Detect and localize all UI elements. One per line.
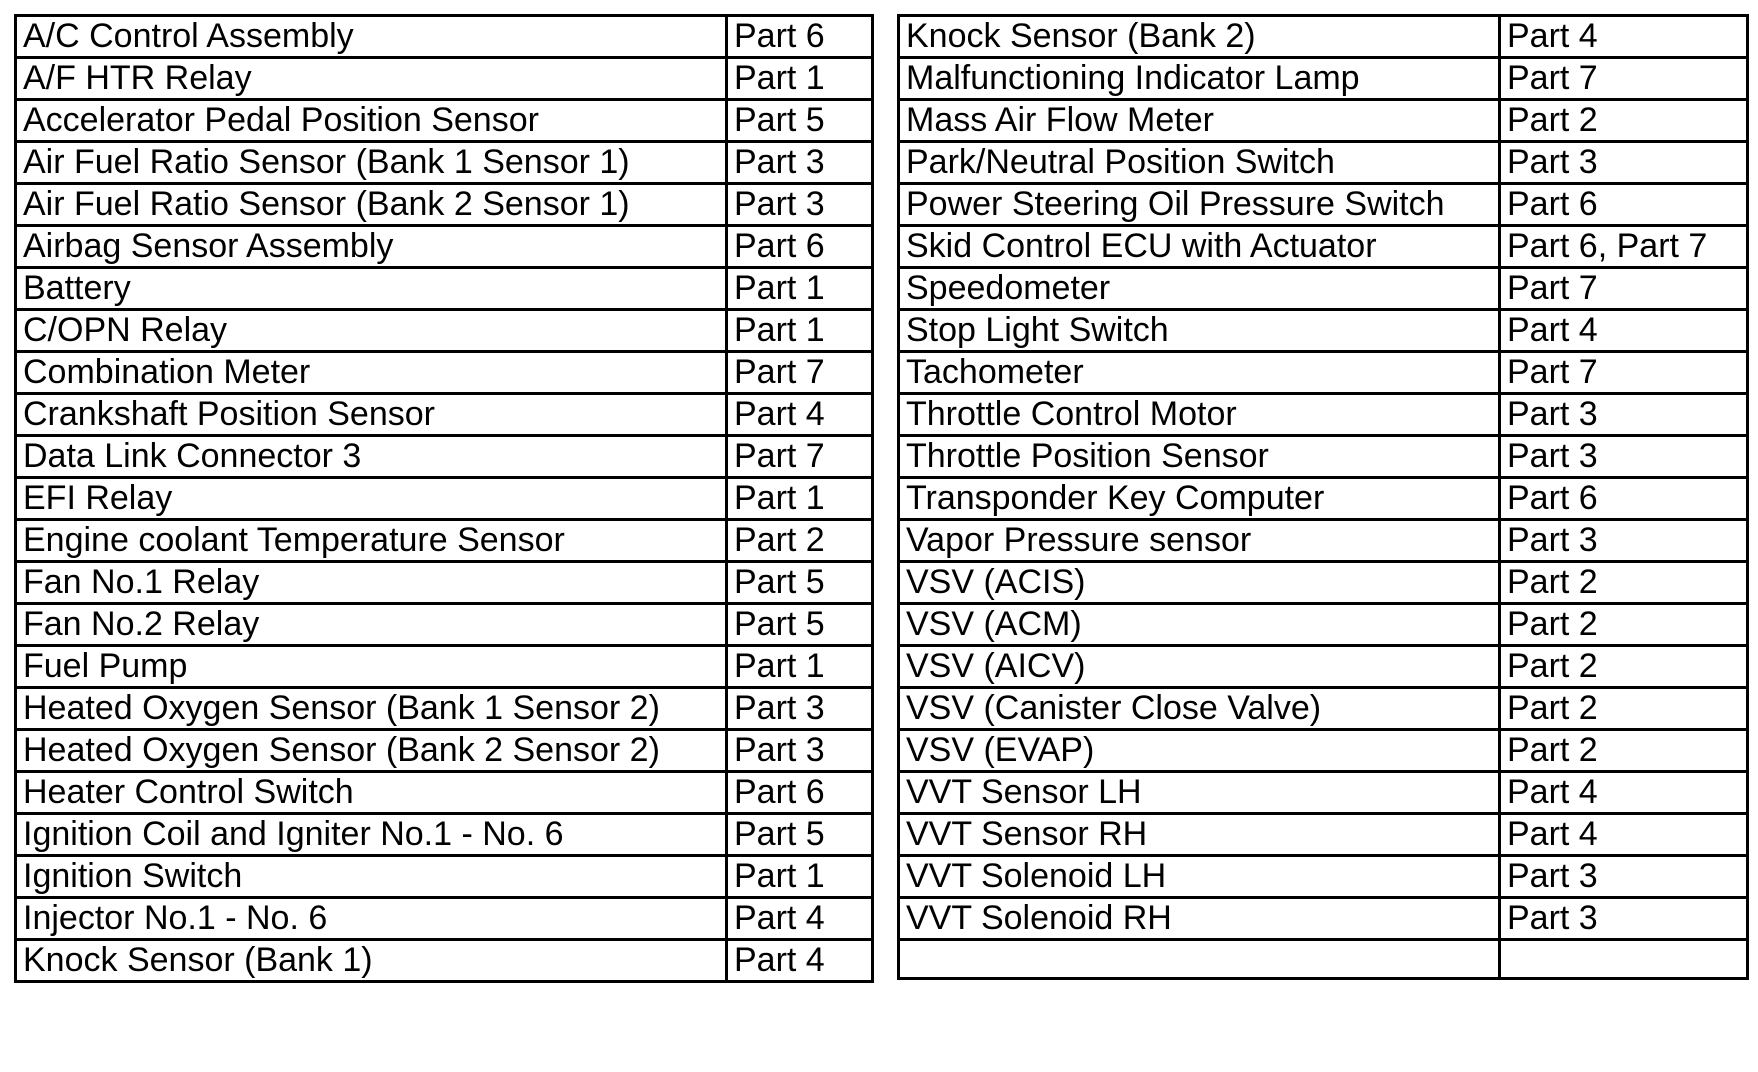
component-name-cell: VSV (Canister Close Valve) — [899, 688, 1500, 730]
part-reference-cell: Part 4 — [1500, 310, 1748, 352]
table-row — [899, 394, 1748, 436]
component-name-cell: VVT Solenoid RH — [899, 898, 1500, 940]
table-row — [899, 940, 1748, 979]
part-reference-cell: Part 5 — [727, 562, 873, 604]
part-reference-cell: Part 2 — [1500, 604, 1748, 646]
part-reference-cell: Part 4 — [727, 394, 873, 436]
table-row — [899, 184, 1748, 226]
table-row — [16, 940, 873, 982]
table-row — [16, 856, 873, 898]
component-name-cell: Skid Control ECU with Actuator — [899, 226, 1500, 268]
part-reference-cell: Part 2 — [1500, 100, 1748, 142]
component-name-cell: C/OPN Relay — [16, 310, 727, 352]
part-reference-cell: Part 2 — [727, 520, 873, 562]
component-name-cell: Heated Oxygen Sensor (Bank 1 Sensor 2) — [16, 688, 727, 730]
table-row — [16, 478, 873, 520]
part-reference-cell: Part 2 — [1500, 646, 1748, 688]
component-name-cell: Power Steering Oil Pressure Switch — [899, 184, 1500, 226]
table-row — [899, 436, 1748, 478]
component-name-cell: Stop Light Switch — [899, 310, 1500, 352]
table-row — [899, 310, 1748, 352]
part-reference-cell: Part 1 — [727, 646, 873, 688]
component-name-cell: VVT Sensor LH — [899, 772, 1500, 814]
component-name-cell: Accelerator Pedal Position Sensor — [16, 100, 727, 142]
part-reference-cell: Part 7 — [1500, 58, 1748, 100]
table-row — [16, 394, 873, 436]
table-row — [899, 268, 1748, 310]
table-row — [16, 58, 873, 100]
part-reference-cell: Part 2 — [1500, 562, 1748, 604]
component-index-table-left — [14, 14, 874, 983]
component-name-cell: VSV (ACIS) — [899, 562, 1500, 604]
component-name-cell: VVT Solenoid LH — [899, 856, 1500, 898]
component-name-cell: Air Fuel Ratio Sensor (Bank 2 Sensor 1) — [16, 184, 727, 226]
table-row — [899, 604, 1748, 646]
table-row — [899, 16, 1748, 58]
table-row — [899, 772, 1748, 814]
component-name-cell: Airbag Sensor Assembly — [16, 226, 727, 268]
component-name-cell: Ignition Switch — [16, 856, 727, 898]
part-reference-cell: Part 4 — [1500, 814, 1748, 856]
component-name-cell: Heated Oxygen Sensor (Bank 2 Sensor 2) — [16, 730, 727, 772]
component-name-cell: Malfunctioning Indicator Lamp — [899, 58, 1500, 100]
part-reference-cell: Part 5 — [727, 100, 873, 142]
part-reference-cell: Part 3 — [727, 730, 873, 772]
table-row — [16, 184, 873, 226]
table-body-right — [899, 16, 1748, 979]
table-row — [16, 898, 873, 940]
table-row — [16, 436, 873, 478]
part-reference-cell: Part 3 — [1500, 520, 1748, 562]
component-name-cell: A/F HTR Relay — [16, 58, 727, 100]
part-reference-cell: Part 2 — [1500, 688, 1748, 730]
part-reference-cell: Part 1 — [727, 856, 873, 898]
table-row — [899, 226, 1748, 268]
part-reference-cell: Part 4 — [1500, 772, 1748, 814]
component-name-cell: Fan No.2 Relay — [16, 604, 727, 646]
part-reference-cell: Part 4 — [727, 940, 873, 982]
component-name-cell: Tachometer — [899, 352, 1500, 394]
part-reference-cell: Part 6 — [727, 772, 873, 814]
table-row — [899, 58, 1748, 100]
table-row — [16, 688, 873, 730]
component-name-cell: Data Link Connector 3 — [16, 436, 727, 478]
component-name-cell: Battery — [16, 268, 727, 310]
component-name-cell: VSV (ACM) — [899, 604, 1500, 646]
table-row — [16, 814, 873, 856]
table-row — [899, 478, 1748, 520]
part-reference-cell: Part 6 — [727, 16, 873, 58]
component-name-cell: Vapor Pressure sensor — [899, 520, 1500, 562]
component-name-cell: Knock Sensor (Bank 2) — [899, 16, 1500, 58]
part-reference-cell: Part 6 — [1500, 184, 1748, 226]
part-reference-cell: Part 3 — [727, 184, 873, 226]
table-row — [16, 142, 873, 184]
part-reference-cell: Part 6 — [1500, 478, 1748, 520]
part-reference-cell: Part 6, Part 7 — [1500, 226, 1748, 268]
table-row — [16, 604, 873, 646]
component-name-cell: Park/Neutral Position Switch — [899, 142, 1500, 184]
part-reference-cell: Part 3 — [727, 688, 873, 730]
table-row — [899, 520, 1748, 562]
component-index-table-right — [897, 14, 1749, 980]
part-reference-cell: Part 1 — [727, 478, 873, 520]
part-reference-cell: Part 7 — [727, 352, 873, 394]
table-row — [16, 772, 873, 814]
part-reference-cell: Part 5 — [727, 814, 873, 856]
component-name-cell: VSV (EVAP) — [899, 730, 1500, 772]
part-reference-cell: Part 7 — [1500, 352, 1748, 394]
part-reference-cell: Part 3 — [1500, 898, 1748, 940]
table-row — [899, 352, 1748, 394]
part-reference-cell: Part 4 — [727, 898, 873, 940]
part-reference-cell: Part 1 — [727, 58, 873, 100]
table-row — [899, 646, 1748, 688]
part-reference-cell: Part 7 — [1500, 268, 1748, 310]
component-name-cell: Speedometer — [899, 268, 1500, 310]
component-name-cell: Engine coolant Temperature Sensor — [16, 520, 727, 562]
part-reference-cell: Part 3 — [1500, 856, 1748, 898]
part-reference-cell: Part 6 — [727, 226, 873, 268]
table-row — [899, 856, 1748, 898]
table-row — [16, 100, 873, 142]
component-name-cell: EFI Relay — [16, 478, 727, 520]
table-row — [899, 730, 1748, 772]
component-name-cell: A/C Control Assembly — [16, 16, 727, 58]
part-reference-cell: Part 3 — [1500, 142, 1748, 184]
component-name-cell: Fan No.1 Relay — [16, 562, 727, 604]
component-name-cell — [899, 940, 1500, 979]
component-name-cell: Throttle Control Motor — [899, 394, 1500, 436]
table-row — [16, 310, 873, 352]
table-row — [899, 100, 1748, 142]
component-name-cell: Mass Air Flow Meter — [899, 100, 1500, 142]
component-name-cell: Transponder Key Computer — [899, 478, 1500, 520]
table-row — [899, 814, 1748, 856]
table-row — [16, 352, 873, 394]
table-row — [16, 520, 873, 562]
part-reference-cell — [1500, 940, 1748, 979]
table-row — [16, 730, 873, 772]
table-row — [899, 562, 1748, 604]
component-name-cell: Knock Sensor (Bank 1) — [16, 940, 727, 982]
component-name-cell: Fuel Pump — [16, 646, 727, 688]
table-row — [16, 16, 873, 58]
part-reference-cell: Part 3 — [1500, 436, 1748, 478]
table-row — [16, 646, 873, 688]
table-row — [16, 562, 873, 604]
part-reference-cell: Part 3 — [727, 142, 873, 184]
table-row — [899, 688, 1748, 730]
part-reference-cell: Part 2 — [1500, 730, 1748, 772]
component-name-cell: Crankshaft Position Sensor — [16, 394, 727, 436]
component-name-cell: VSV (AICV) — [899, 646, 1500, 688]
component-name-cell: Heater Control Switch — [16, 772, 727, 814]
component-name-cell: VVT Sensor RH — [899, 814, 1500, 856]
table-row — [16, 226, 873, 268]
part-reference-cell: Part 4 — [1500, 16, 1748, 58]
part-reference-cell: Part 7 — [727, 436, 873, 478]
table-body-left — [16, 16, 873, 982]
component-name-cell: Ignition Coil and Igniter No.1 - No. 6 — [16, 814, 727, 856]
component-name-cell: Combination Meter — [16, 352, 727, 394]
table-row — [899, 898, 1748, 940]
part-reference-cell: Part 1 — [727, 310, 873, 352]
component-name-cell: Injector No.1 - No. 6 — [16, 898, 727, 940]
part-reference-cell: Part 1 — [727, 268, 873, 310]
table-row — [16, 268, 873, 310]
component-name-cell: Throttle Position Sensor — [899, 436, 1500, 478]
part-reference-cell: Part 3 — [1500, 394, 1748, 436]
part-reference-cell: Part 5 — [727, 604, 873, 646]
table-row — [899, 142, 1748, 184]
component-name-cell: Air Fuel Ratio Sensor (Bank 1 Sensor 1) — [16, 142, 727, 184]
